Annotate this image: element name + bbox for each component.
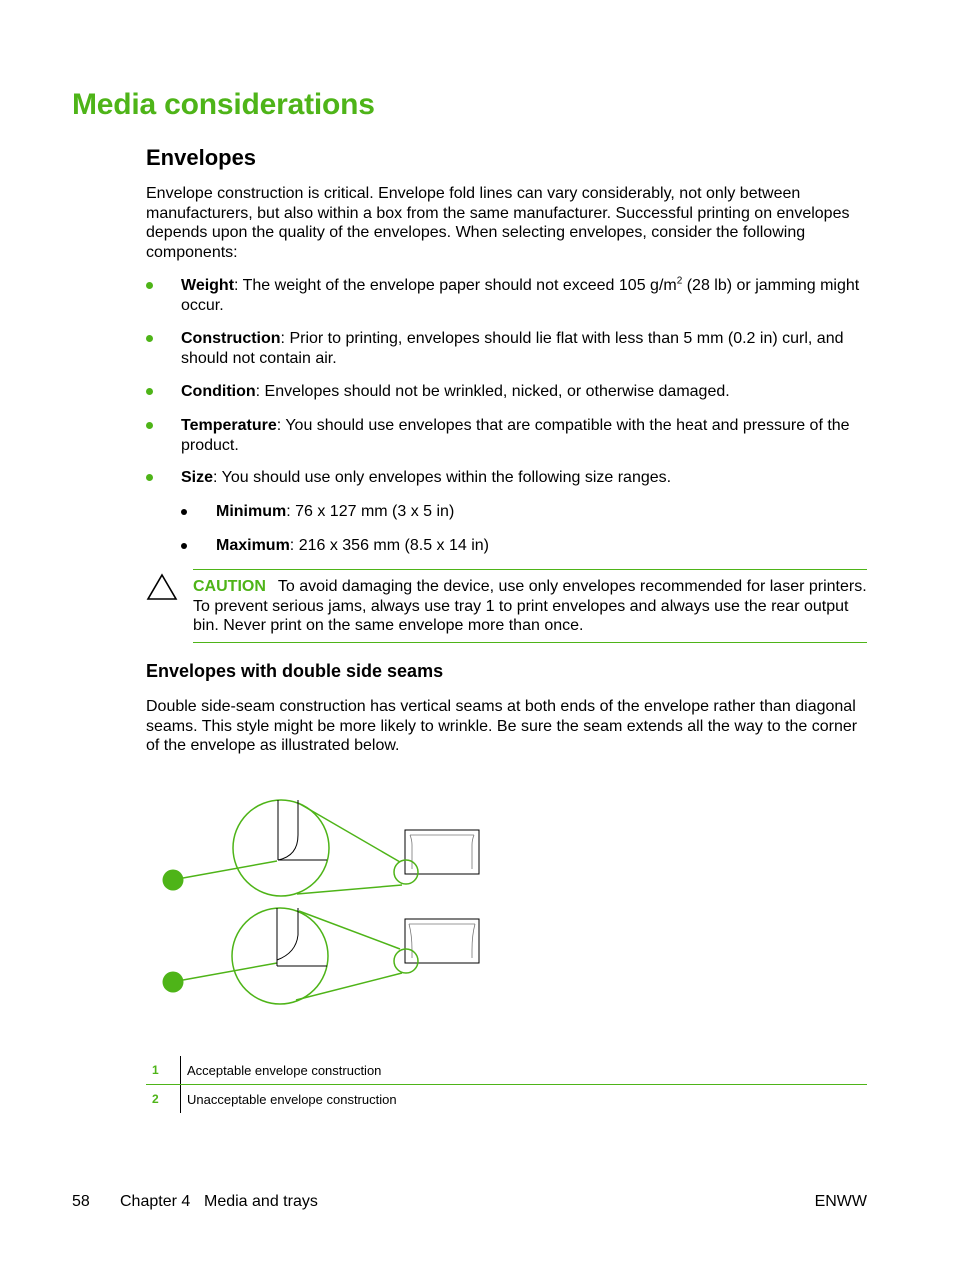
envelope-icon xyxy=(405,919,479,963)
page-title: Media considerations xyxy=(72,88,375,121)
acceptable-envelope-figure xyxy=(163,800,480,896)
envelope-icon xyxy=(405,830,479,874)
caution-label: CAUTION xyxy=(193,578,266,595)
table-row xyxy=(146,1085,867,1113)
bullet-icon xyxy=(146,388,153,395)
legend-label: Unacceptable envelope construction xyxy=(187,1092,397,1107)
bullet-icon xyxy=(146,282,153,289)
legend-number: 1 xyxy=(152,1063,159,1077)
legend-number: 2 xyxy=(152,1092,159,1106)
callout-2-icon xyxy=(163,972,184,993)
subsection-title: Envelopes with double side seams xyxy=(146,661,444,681)
bullet-term: Size xyxy=(181,469,214,486)
bullet-text: : 216 x 356 mm (8.5 x 14 in) xyxy=(289,537,489,554)
bullet-text: : The weight of the envelope paper should not exceed 105 g/m xyxy=(234,277,677,294)
table-row xyxy=(146,1056,867,1085)
bullet-term: Weight xyxy=(181,277,235,294)
magnifier-circle xyxy=(233,800,329,896)
section-title: Envelopes xyxy=(146,145,257,170)
bullet-text: : You should use envelopes that are compatible with the heat and pressure of the product. xyxy=(181,417,850,454)
bullet-icon xyxy=(181,543,187,549)
bullet-term: Temperature xyxy=(181,417,277,434)
bullet-text: : You should use only envelopes within the following size ranges. xyxy=(213,469,672,486)
footer-doc-code: ENWW xyxy=(814,1193,867,1210)
bullet-term: Maximum xyxy=(216,537,290,554)
envelope-seam-illustration xyxy=(150,790,490,1015)
illustration-legend xyxy=(146,1056,867,1113)
warning-triangle-icon xyxy=(146,573,178,601)
unacceptable-envelope-figure xyxy=(163,908,480,1004)
intro-paragraph: Envelope construction is critical. Envelope fold lines can vary considerably, not only between manufacturers, but also within a box from the same manufacturer. Successful printing on envelopes depends upon the quality of the envelopes. When selecting envelopes, consider the following components: xyxy=(146,185,850,261)
bullet-text: : 76 x 127 mm (3 x 5 in) xyxy=(286,503,455,520)
bullet-text: : Envelopes should not be wrinkled, nicked, or otherwise damaged. xyxy=(255,383,730,400)
bullet-icon xyxy=(181,509,187,515)
footer-chapter: Chapter 4 xyxy=(120,1193,191,1210)
bullet-term: Minimum xyxy=(216,503,287,520)
bullet-text: (28 lb) or jamming might occur. xyxy=(181,277,860,314)
magnifier-circle xyxy=(232,908,328,1004)
subsection-paragraph: Double side-seam construction has vertical seams at both ends of the envelope rather than diagonal seams. This style might be more likely to wrinkle. Be sure the seam extends all the way to the corner of the envelope as illustrated below. xyxy=(146,698,858,754)
bullet-icon xyxy=(146,422,153,429)
bullet-icon xyxy=(146,335,153,342)
bullet-superscript: 2 xyxy=(676,275,683,287)
bullet-icon xyxy=(146,474,153,481)
footer-chapter-title: Media and trays xyxy=(204,1193,318,1210)
bullet-term: Construction xyxy=(181,330,281,347)
caution-text: To avoid damaging the device, use only envelopes recommended for laser printers. To prevent serious jams, always use tray 1 to print envelopes and always use the rear output bin. Never print on the same envelope more than once. xyxy=(193,578,867,634)
bullet-term: Condition xyxy=(181,383,256,400)
bullet-text: : Prior to printing, envelopes should lie flat with less than 5 mm (0.2 in) curl, and should not contain air. xyxy=(181,330,844,367)
caution-note xyxy=(193,569,867,643)
callout-1-icon xyxy=(163,870,184,891)
legend-label: Acceptable envelope construction xyxy=(187,1063,382,1078)
page-number: 58 xyxy=(72,1193,90,1210)
